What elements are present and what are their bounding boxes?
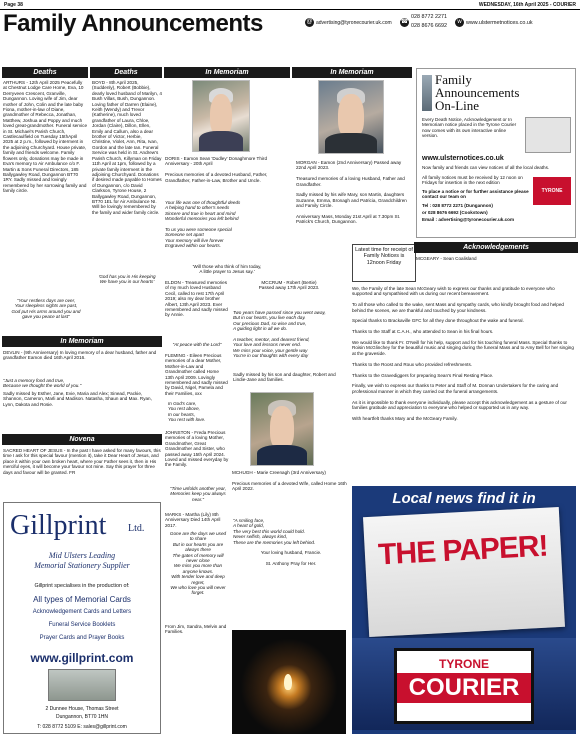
notice-devlin-signatures: Sadly missed by Esther, Jane, Evie, Maria and Alex; Sinead, Packie, Shannon, Cameron, Marli and Madison. Natasha, Shaun and Max. Ryan, Lynn, Dakota and Rosie. [3, 391, 154, 407]
gillprint-tagline-2: Memorial Stationery Supplier [34, 561, 130, 570]
online-ad-deadline: All family notices must be received by 12 noon on Fridays for insertion in the next edition [422, 175, 525, 186]
sign-mccrum: Sadly missed by his son and daughter, Robert and Lindie-Jane and families. [233, 372, 337, 383]
deadline-notice-box: Latest time for receipt of Family Notices is 12noon Friday [352, 244, 416, 282]
web-icon: w [455, 18, 464, 27]
gillprint-address-1: 2 Dunnee House, Thomas Street [45, 706, 119, 712]
page-number: Page 38 [4, 2, 23, 8]
verse-marks: Gone are the days we used to share But in our hearts you are always there The gates of memory will never close We miss you more than anyone knows. With tender love and deep regret, We who love you will never forget. [169, 531, 227, 596]
verse-devlin: "Just a memory fond and true, Because we thought the world of you." [3, 378, 82, 389]
phone-dungannon: 028 8772 2271 [411, 14, 447, 20]
gillprint-logo: Gillprint [10, 510, 107, 541]
gillprint-item-2: Acknowledgement Cards and Letters [32, 609, 132, 615]
news-ad-brand-2: COURIER [397, 673, 531, 703]
page-title: Family Announcements [3, 10, 263, 37]
deaths-header-2: Deaths [90, 67, 162, 78]
verse-arthurs: "Your restless days are over, Your sleepless nights are past, God put His arms around you and gave you peace at last" [11, 298, 81, 320]
photo-mchugh [250, 392, 314, 466]
news-ad-brand-1: TYRONE [438, 657, 489, 671]
email-address: advertising@tyronecourier.uk.com [316, 20, 392, 26]
gillprint-item-1: All types of Memorial Cards [33, 595, 131, 604]
gillprint-tagline-1: Mid Ulsters Leading [48, 551, 116, 560]
news-ad-line-1: Local news find it in [392, 490, 536, 507]
phone-icon: ☎ [400, 19, 409, 25]
online-ad-line-3: On-Line [435, 98, 480, 113]
notice-mccrum: MCCRUM - Robert (Bertie) Passed away 17th April 2023. [258, 280, 320, 291]
notice-boyd: BOYD - 8th April 2025, (Suddenly), Robert (Bobbie), dearly loved husband of Marilyn, 4 Bush Villas, Bush, Dungannon. Loving father of Darren (Elaine), Keith (Wendy) and Trevor (Katherine), much loved grandfather of Laura, Chloe, Jordan (Claire), Dillon, Ellen, Emily and Callum, also a dear brother of Victor, Herbie, Christine, Violet, Ann, Rita, Ivan, Gordon and the late Ian. Funeral Service was held in St. Andrew's Parish Church, Killyman on Friday 11th April at 1pm, followed by a private family interment in the adjoining Churchyard. Donations if desired made payable to Homes of Dungannon, c/o David Clarkson, Tyrone House, 2 Ballygawley Road, Dungannon, BT70 1EL for Air Ambulance NI. Will be lovingly remembered by the family and wider family circle. [92, 80, 164, 215]
deaths-header-1: Deaths [2, 67, 88, 78]
email-icon: @ [306, 19, 313, 25]
online-ad-paper-logo: TYRONE COURIER [533, 177, 571, 205]
gillprint-item-4: Prayer Cards and Prayer Books [39, 635, 125, 641]
gillprint-ltd: Ltd. [128, 523, 145, 534]
notice-devlin: DEVLIN - (9th Anniversary) In loving memory of a dear husband, father and grandfather Eamon died 16th April 2016. [3, 350, 158, 361]
sign-marks: From Jim, Sandra, Melvin and Families. [165, 624, 228, 635]
ack-mcgeary-body: We, the Family of the late Sean McGeary wish to express our thanks and gratitude to everyone who supported and sympathised with us during our recent bereavement. To all those who called to the wake, sent Mass and sympathy cards, who kindly brought food and helped behind the scenes, we are thankful and touched by your kindness. Special thanks to Brackaville GFC for all they done throughout the wake and funeral. Thanks to the Staff at C.A.H., who attended to Sean in his final hours. We would like to thank Fr. O'Neill for his help, support and for his touching funeral Mass. Special thanks to Roisin McGlinchey for the beautiful music and singing during the funeral Mass and to Amy Bell for her singing at the graveside. Thanks to the Roost and Roux who provided refreshments. Thanks to the Gravediggers for preparing Sean's Final Resting Place. Finally, we wish to express our thanks to Peter and Staff of M. Donnan Undertakers for the caring and professional manner in which they carried out the funeral arrangements. As it is impossible to thank everyone individually, please accept this acknowledgement as a gesture of our families gratitude and appreciation to everyone who helped or supported us in any way. With heartfelt thanks Mary and the McGeary Family. [352, 286, 574, 421]
online-ad-body-2: Now family and friends can view notices of all the local deaths. [422, 165, 550, 170]
notice-fleming: FLEMING - Eileen Precious memories of a dear Mother, Mother-in-Law and Grandmother called Home 13th April 2009. Lovingly remembered and sadly missed by David, Nigel, Pamela and their Families, xxx [165, 353, 230, 396]
notice-eldon: ELDON - Treasured memories of my much loved Husband Cecil, called to rest 17th April 2019; also my dear brother Albert, 13th April 2023. Ever remembered and sadly missed by Annie. [165, 280, 230, 318]
gillprint-specialises: Gillprint specialises in the production of: [34, 583, 130, 589]
ack-mcgeary-heading: MCGEARY - Sean Coalisland [416, 256, 477, 261]
verse-fleming: In God's care, You rest above, In our hearts, You rest with love. [168, 401, 206, 423]
online-ad-screen-image [525, 117, 571, 153]
notice-johnston: JOHNSTON - Freda Precious memories of a loving Mother, Grandmother, Great Grandmother and Sister, who passed away 15th April 2024. Loved and missed everyday by the Family. [165, 430, 230, 468]
gillprint-website: www.gillprint.com [30, 651, 134, 665]
online-ad-body: Every Death Notice, Acknowledgement or In Memoriam notice placed in the Tyrone Courier now comes with its own interactive online version. [422, 117, 518, 139]
in-memoriam-header-right: In Memoriam [292, 67, 412, 78]
news-ad-line-2: THE PAPER! [377, 529, 549, 572]
gillprint-advert [3, 502, 161, 734]
notice-morgan: MORGAN - Eamon (2nd Anniversary) Passed away 22nd April 2023. Treasured memories of a loving Husband, Father and Grandfather. Sadly missed by his wife Mary, son Martin, daughters Suzanne, Emma, Bronagh and Patricia, Grandchildren and Family Circle. Anniversary Mass, Monday 21st April at 7.30pm St. Patrick's Church, Dungannon. [296, 160, 407, 225]
verse-mchugh: "A smiling face, A heart of gold, The very best this world could hold. Never selfish, always kind, These are the memories you left behind. [233, 518, 316, 545]
online-ad-line-2: Announcements [435, 85, 520, 100]
verse-mccrum: Two years have passed since you went away, But in our hearts, you live each day. Our precious Dad, so wise and true, A guiding light in all we do. A teacher, mentor, and dearest friend, Your love and lessons never end. We miss your voice, your gentle way You're in our thoughts with every day [233, 310, 326, 359]
gillprint-contact: T: 028 8772 5109 E: sales@gillprint.com [37, 724, 127, 730]
gillprint-shop-photo [48, 669, 116, 701]
phone-cookstown: 028 8676 6692 [411, 23, 447, 29]
acknowledgements-header: Acknowledgements [414, 242, 578, 253]
notice-mchugh: MCHUGH - Marie Creenagh (3rd Anniversary) Precious memories of a devoted Wife, called Home 16th April 2022. [232, 470, 347, 492]
news-ad-tablet [352, 638, 576, 730]
online-ad-tel-dungannon: Tel : 028 8772 2271 (Dungannon) [422, 203, 493, 208]
gillprint-address-2: Dungannon, BT70 1HN [56, 714, 108, 720]
sign-doris: 'Will those who think of him today, A little prayer to Jesus say.' [192, 264, 262, 275]
candle-image [232, 630, 346, 734]
online-announcements-advert [416, 68, 576, 238]
notice-marks: MARKS - Martha (Lily) 8th Anniversary Died 14th April 2017. [165, 512, 222, 528]
online-ad-tel-cookstown: or 028 8676 6692 (Cookstown) [422, 210, 488, 215]
verse-doris: Your life was one of thoughtful deeds A helping hand to other's needs Sincere and true in heart and mind Wonderful memories you left behind To us you were someone special Someone set apart Your memory will live forever Engraved within our hearts. [165, 200, 241, 249]
online-ad-website: www.ulsternotices.co.uk [422, 155, 504, 162]
online-ad-tablet-icon [422, 75, 432, 111]
photo-doris [192, 80, 250, 152]
photo-morgan [318, 80, 384, 154]
local-news-advert [352, 486, 576, 734]
notice-novena: SACRED HEART OF JESUS - In the past I have asked for many favours, this time I ask for this special favour (mention it), take it Dear Heart of Jesus, and place it within your own broken heart, where your Father sees it, then in His merciful eyes, it will become your favour not mine. Say this prayer for three days and favour will be granted. FR [3, 448, 162, 475]
verse-johnston: "Time unfolds another year, Memories keep you always near." [170, 486, 226, 502]
online-ad-line-1: Family [435, 72, 472, 87]
online-ad-email: Email : advertising@tyronecourier.uk.com [422, 217, 515, 222]
novena-header: Novena [2, 434, 162, 445]
website: www.ulstermetnotices.co.uk [466, 20, 533, 26]
gillprint-item-3: Funeral Service Booklets [48, 622, 116, 628]
in-memoriam-header-left: In Memoriam [2, 336, 162, 347]
candle-flame [284, 674, 292, 690]
notice-arthurs: ARTHURS - 12th April 2025 Peacefully at Chestnut Lodge Care Home, Eva, 10 Derryveen Crescent, Granville, Dungannon. Loving wife of Jim, dear mother of John, Colin and the late baby Fiona, mother-in-law of Diane, grandmother of Rebecca, Jonathan, Matthew, Joshua and Poppy and much loved great-grandmother. Funeral service in St. Michael's Parish Church, Castlecaulfield on Tuesday 15thApril 2025 at 2 p.m., followed by interment in the adjoining Churchyard. House private, family and friends welcome. Family flowers only, donations may be made in Eva's memory to Air Ambulance c/o F. Martin & Sons Funeral Directors, 185 Ballygawley Road, Dungannon BT70 1RY. Sadly missed and lovingly remembered by her sorrowing family and family circle. [3, 80, 89, 194]
news-ad-masthead [394, 648, 534, 724]
verse-boyd: 'God has you in His keeping We have you in our hearts' [98, 274, 156, 285]
verse-eldon: "At peace with the Lord" [172, 342, 222, 347]
online-ad-contact-prompt: To place a notice or for further assistance please contact our team on [422, 189, 530, 200]
notice-doris: DORIS - Eamon Sean 'Dudley' Donaghmore Third Anniversary - 20th April Precious memories of a devoted Husband, Father, Grandfather, Father-in-Law, Brother and Uncle. [165, 156, 268, 183]
in-memoriam-header-center: In Memoriam [164, 67, 290, 78]
sign-mchugh: Your loving husband, Francie. St. Anthony Pray for Her. [260, 550, 322, 566]
dateline: WEDNESDAY, 16th April 2025 - COURIER [478, 2, 576, 8]
news-ad-newspaper-image [363, 507, 565, 637]
